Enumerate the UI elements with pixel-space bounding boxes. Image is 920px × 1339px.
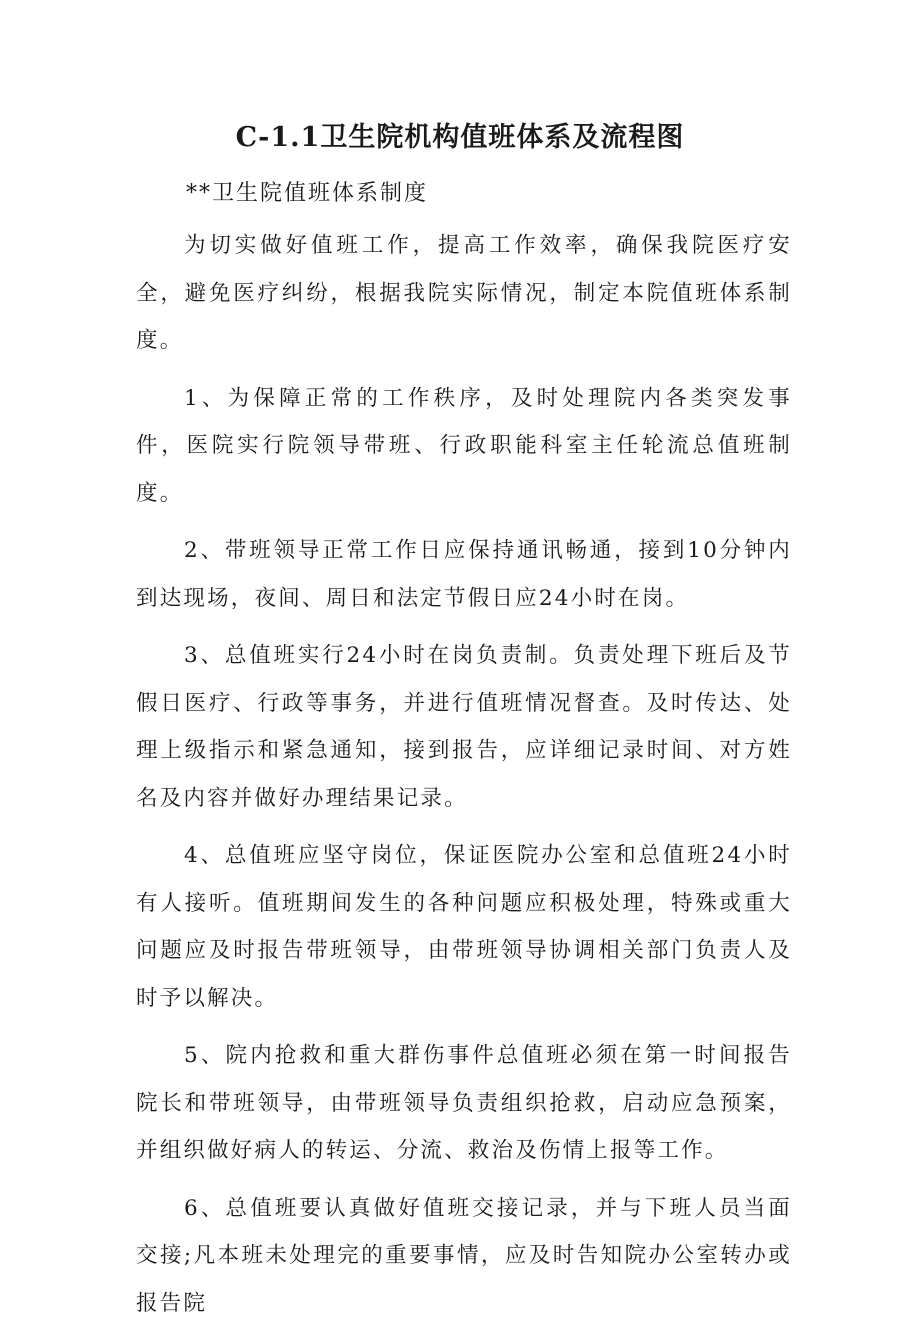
document-body (136, 222, 792, 1339)
section-heading: **卫生院值班体系制度 (186, 181, 429, 206)
paragraph-item-4: 4、总值班应坚守岗位，保证医院办公室和总值班24小时有人接听。值班期间发生的各种问题应积极处理，特殊或重大问题应及时报告带班领导，由带班领导协调相关部门负责人及时予以解决。 (136, 843, 792, 1011)
paragraph-item-6: 6、总值班要认真做好值班交接记录，并与下班人员当面交接;凡本班未处理完的重要事情，应及时告知院办公室转办或报告院 (136, 1195, 792, 1316)
paragraph-intro: 为切实做好值班工作，提高工作效率，确保我院医疗安全，避免医疗纠纷，根据我院实际情况，制定本院值班体系制度。 (136, 233, 792, 353)
paragraph-item-2: 2、带班领导正常工作日应保持通讯畅通，接到10分钟内到达现场，夜间、周日和法定节假日应24小时在岗。 (136, 538, 792, 611)
paragraph-item-5: 5、院内抢救和重大群伤事件总值班必须在第一时间报告院长和带班领导，由带班领导负责组织抢救，启动应急预案，并组织做好病人的转运、分流、救治及伤情上报等工作。 (136, 1043, 792, 1163)
page-title: C-1.1卫生院机构值班体系及流程图 (235, 122, 685, 153)
paragraph-item-3: 3、总值班实行24小时在岗负责制。负责处理下班后及节假日医疗、行政等事务，并进行值班情况督查。及时传达、处理上级指示和紧急通知，接到报告，应详细记录时间、对方姓名及内容并做好办理结果记录。 (136, 643, 792, 811)
paragraph-item-1: 1、为保障正常的工作秩序，及时处理院内各类突发事件，医院实行院领导带班、行政职能科室主任轮流总值班制度。 (136, 385, 792, 506)
